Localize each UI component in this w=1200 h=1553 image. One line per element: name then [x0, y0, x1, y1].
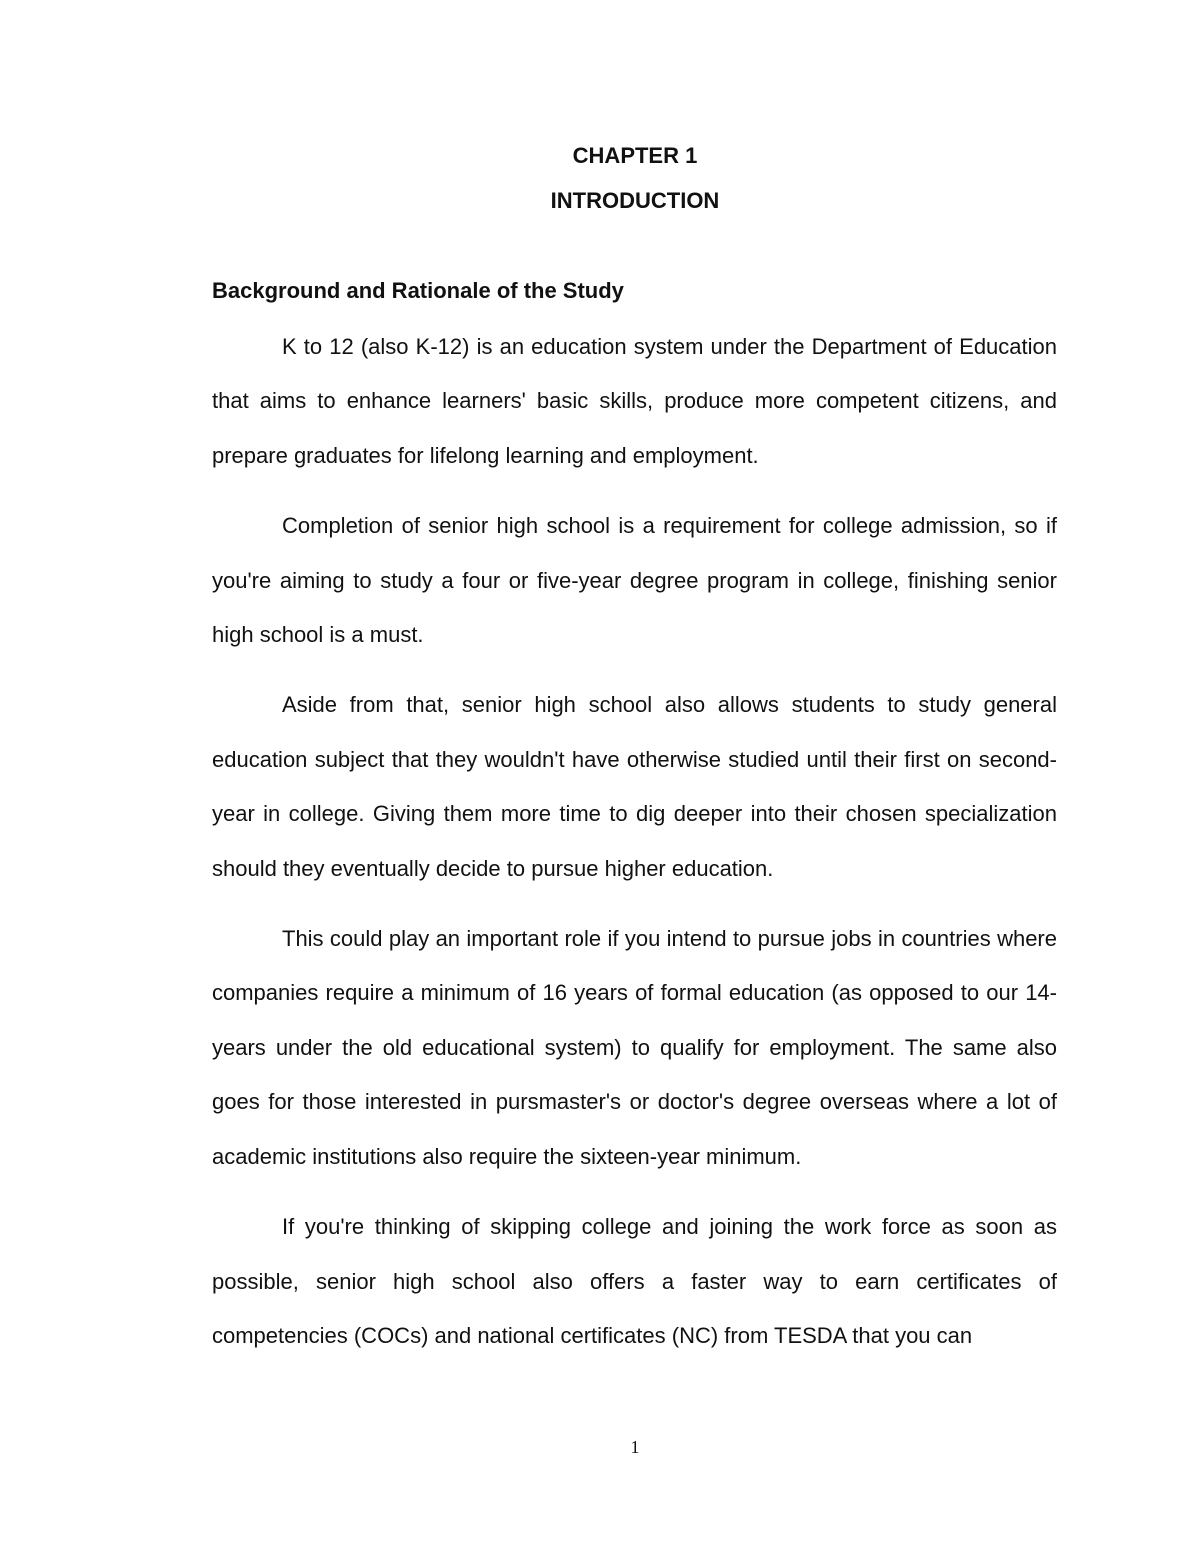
paragraph: This could play an important role if you intend to pursue jobs in countries where companies require a minimum of 16 years of formal education (as opposed to our 14-years under the old educational system) to qualify for employment. The same also goes for those interested in pursmaster's or doctor's degree overseas where a lot of academic institutions also require the sixteen-year minimum.: [212, 926, 1057, 1169]
page-number: 1: [630, 1437, 640, 1457]
paragraph: K to 12 (also K-12) is an education system under the Department of Education that aims to enhance learners' basic skills, produce more competent citizens, and prepare graduates for lifelong learning and employment.: [212, 334, 1057, 468]
paragraph: Completion of senior high school is a requirement for college admission, so if you're aiming to study a four or five-year degree program in college, finishing senior high school is a must.: [212, 513, 1057, 648]
paragraph: Aside from that, senior high school also allows students to study general education subject that they wouldn't have otherwise studied until their first on second-year in college. Giving them more time to dig deeper into their chosen specialization should they eventually decide to pursue higher education.: [212, 692, 1057, 881]
chapter-title: INTRODUCTION: [550, 188, 720, 213]
chapter-number: CHAPTER 1: [572, 143, 698, 168]
paragraph: If you're thinking of skipping college and joining the work force as soon as possible, senior high school also offers a faster way to earn certificates of competencies (COCs) and national certificates (NC) from TESDA that you can: [212, 1214, 1057, 1348]
section-heading: Background and Rationale of the Study: [212, 278, 624, 303]
body-text: [212, 320, 1057, 1379]
